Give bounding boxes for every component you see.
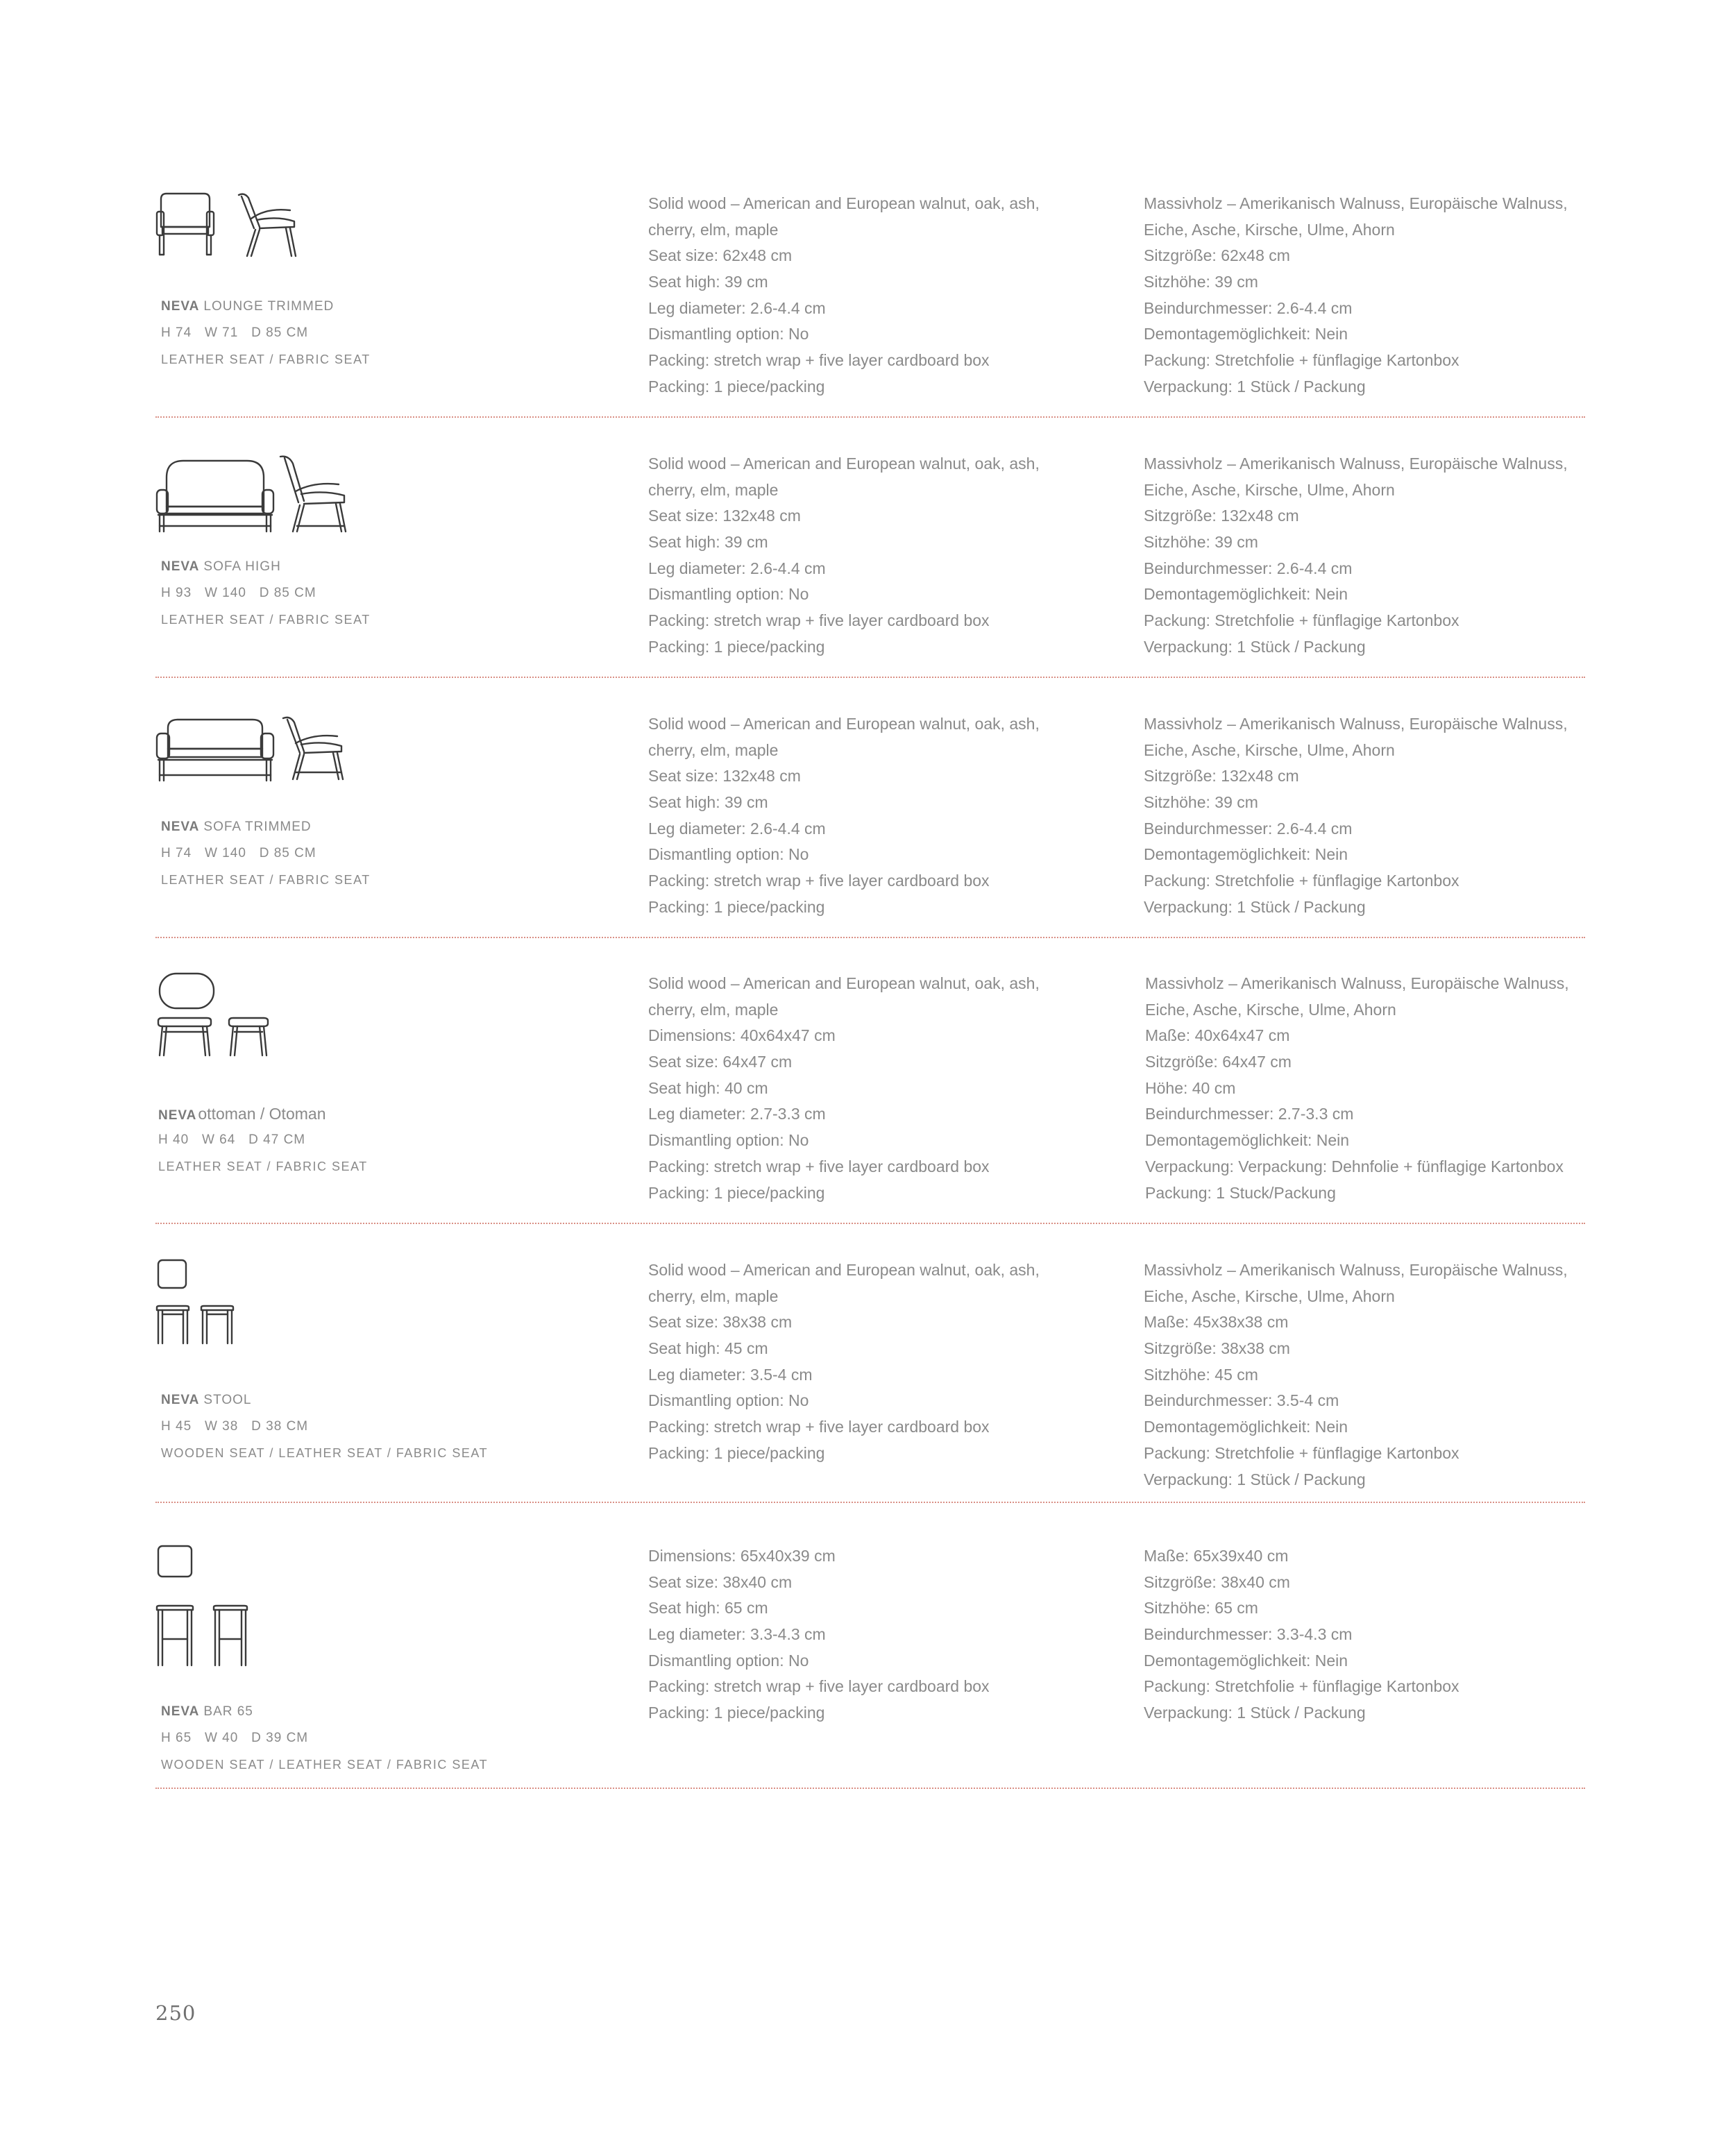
spec-line: Leg diameter: 2.6-4.4 cm [648,559,826,577]
spec-line: Verpackung: 1 Stück / Packung [1144,377,1366,396]
spec-english [648,1257,1120,1467]
spec-line: Seat high: 39 cm [648,533,768,552]
spec-line: Demontagemöglichkeit: Nein [1144,1651,1348,1670]
spec-german [1144,451,1602,661]
product-meta [161,554,647,633]
spec-line: Solid wood – American and European walnut, oak, ash, [648,974,1040,992]
spec-line: Eiche, Asche, Kirsche, Ulme, Ahorn [1144,1287,1395,1305]
spec-line: Packing: stretch wrap + five layer cardboard box [648,872,990,890]
spec-line: Eiche, Asche, Kirsche, Ulme, Ahorn [1144,480,1395,499]
product-dimensions: H 45 W 38 D 38 CM [161,1419,309,1434]
spec-line: Seat high: 39 cm [648,793,768,812]
spec-line: Höhe: 40 cm [1145,1078,1236,1097]
spec-line: Packung: Stretchfolie + fünflagige Kartonbox [1144,1677,1459,1696]
spec-line: Sitzhöhe: 65 cm [1144,1599,1258,1618]
spec-line: Maße: 45x38x38 cm [1144,1313,1289,1332]
spec-line: Dimensions: 65x40x39 cm [648,1547,836,1565]
spec-english [648,1543,1120,1726]
armchair-front-icon [155,191,218,260]
product-row-stool [155,1257,1585,1514]
spec-line: Demontagemöglichkeit: Nein [1144,1418,1348,1436]
sofa-high-front-icon [155,457,277,536]
spec-line: Packing: 1 piece/packing [648,1183,825,1202]
spec-line: Seat size: 62x48 cm [648,246,793,265]
spec-line: Sitzhöhe: 45 cm [1144,1365,1258,1384]
spec-line: Beindurchmesser: 2.6-4.4 cm [1144,819,1353,838]
product-meta [161,1699,647,1778]
spec-line: Packung: Stretchfolie + fünflagige Kartonbox [1144,1443,1459,1462]
product-finish: LEATHER SEAT / FABRIC SEAT [161,873,371,887]
spec-line: Massivholz – Amerikanisch Walnuss, Europäische Walnuss, [1144,194,1568,212]
spec-line: Verpackung: Verpackung: Dehnfolie + fünflagige Kartonbox [1145,1157,1564,1175]
spec-line: Sitzhöhe: 39 cm [1144,793,1258,812]
spec-german [1144,1543,1602,1726]
brand-name: NEVA [161,1393,200,1407]
model-name: SOFA HIGH [203,559,281,574]
spec-line: cherry, elm, maple [648,740,779,759]
spec-line: Eiche, Asche, Kirsche, Ulme, Ahorn [1144,740,1395,759]
product-meta [158,1101,644,1180]
spec-english [648,711,1120,921]
spec-line: Packung: 1 Stuck/Packung [1145,1183,1336,1202]
product-dimensions: H 93 W 140 D 85 CM [161,586,316,600]
spec-line: Packing: stretch wrap + five layer cardboard box [648,1677,990,1696]
product-row-sofa-high [155,451,1585,680]
spec-line: Sitzhöhe: 39 cm [1144,533,1258,552]
spec-line: Sitzgröße: 64x47 cm [1145,1053,1292,1071]
stool-side-icon [200,1305,242,1353]
product-dimensions: H 74 W 71 D 85 CM [161,325,309,340]
spec-line: cherry, elm, maple [648,1287,779,1305]
product-row-sofa-trimmed [155,711,1585,940]
spec-line: Seat size: 132x48 cm [648,507,801,525]
spec-line: Demontagemöglichkeit: Nein [1144,845,1348,864]
product-row-bar-65 [155,1543,1585,1821]
sofa-trimmed-front-icon [155,717,277,786]
spec-german [1144,191,1602,400]
product-finish: LEATHER SEAT / FABRIC SEAT [158,1160,368,1173]
page-number: 250 [155,2001,196,2025]
product-finish: WOODEN SEAT / LEATHER SEAT / FABRIC SEAT [161,1446,489,1460]
spec-line: Sitzgröße: 38x40 cm [1144,1572,1290,1591]
spec-line: cherry, elm, maple [648,1000,779,1019]
product-finish: LEATHER SEAT / FABRIC SEAT [161,613,371,627]
spec-line: Leg diameter: 2.6-4.4 cm [648,298,826,317]
stool-front-icon [155,1305,197,1353]
spec-german [1144,1257,1602,1493]
spec-line: Beindurchmesser: 3.3-4.3 cm [1144,1625,1353,1644]
bar-stool-front-icon [155,1604,204,1674]
spec-line: Packing: 1 piece/packing [648,1704,825,1722]
spec-line: Packung: Stretchfolie + fünflagige Kartonbox [1144,611,1459,630]
stool-top-icon [155,1257,197,1292]
row-separator [155,1223,1585,1224]
row-separator [155,677,1585,678]
spec-line: Leg diameter: 2.6-4.4 cm [648,819,826,838]
spec-line: Leg diameter: 3.3-4.3 cm [648,1625,826,1644]
row-separator [155,1788,1585,1789]
spec-line: Sitzhöhe: 39 cm [1144,273,1258,291]
spec-line: Massivholz – Amerikanisch Walnuss, Europäische Walnuss, [1144,455,1568,473]
product-meta [161,1387,647,1466]
spec-line: Solid wood – American and European walnut, oak, ash, [648,1261,1040,1279]
spec-line: Demontagemöglichkeit: Nein [1145,1131,1350,1150]
product-meta [161,814,647,893]
spec-line: Verpackung: 1 Stück / Packung [1144,637,1366,656]
spec-line: Beindurchmesser: 3.5-4 cm [1144,1391,1339,1410]
spec-line: Massivholz – Amerikanisch Walnuss, Europäische Walnuss, [1144,1261,1568,1279]
spec-line: Dismantling option: No [648,845,809,864]
spec-line: Packing: stretch wrap + five layer cardboard box [648,351,990,370]
spec-english [648,451,1120,661]
ottoman-side-icon [228,1017,276,1065]
spec-line: Packing: stretch wrap + five layer cardboard box [648,1418,990,1436]
spec-line: Demontagemöglichkeit: Nein [1144,325,1348,343]
spec-line: Seat size: 64x47 cm [648,1053,793,1071]
spec-line: Eiche, Asche, Kirsche, Ulme, Ahorn [1144,220,1395,239]
armchair-side-icon [236,191,298,260]
spec-line: Verpackung: 1 Stück / Packung [1144,1470,1366,1488]
spec-line: Packung: Stretchfolie + fünflagige Kartonbox [1144,351,1459,370]
product-finish: LEATHER SEAT / FABRIC SEAT [161,353,371,366]
product-name [161,1387,647,1414]
spec-line: Packing: 1 piece/packing [648,637,825,656]
spec-line: Packing: 1 piece/packing [648,897,825,916]
spec-line: Dismantling option: No [648,325,809,343]
product-row-lounge-trimmed [155,191,1585,420]
spec-line: Seat size: 132x48 cm [648,767,801,786]
spec-line: Seat high: 65 cm [648,1599,768,1618]
row-separator [155,1502,1585,1503]
spec-line: Massivholz – Amerikanisch Walnuss, Europäische Walnuss, [1145,974,1569,992]
brand-name: NEVA [161,1704,200,1719]
spec-line: Dismantling option: No [648,585,809,604]
product-dimensions: H 40 W 64 D 47 CM [158,1132,306,1147]
spec-line: Demontagemöglichkeit: Nein [1144,585,1348,604]
product-dimensions: H 74 W 140 D 85 CM [161,846,316,860]
product-finish: WOODEN SEAT / LEATHER SEAT / FABRIC SEAT [161,1758,489,1772]
product-name [161,554,647,580]
spec-line: Sitzgröße: 38x38 cm [1144,1339,1290,1358]
bar-stool-top-icon [155,1543,204,1581]
product-meta [161,294,647,373]
spec-line: cherry, elm, maple [648,480,779,499]
spec-line: Maße: 65x39x40 cm [1144,1547,1289,1565]
spec-line: Leg diameter: 2.7-3.3 cm [648,1105,826,1123]
spec-line: Eiche, Asche, Kirsche, Ulme, Ahorn [1145,1000,1396,1019]
spec-line: Packung: Stretchfolie + fünflagige Kartonbox [1144,872,1459,890]
sofa-high-side-icon [278,454,354,537]
spec-english [648,191,1120,400]
spec-line: Solid wood – American and European walnut, oak, ash, [648,455,1040,473]
spec-line: Dimensions: 40x64x47 cm [648,1026,836,1045]
spec-line: Sitzgröße: 132x48 cm [1144,767,1299,786]
row-separator [155,416,1585,418]
product-dimensions: H 65 W 40 D 39 CM [161,1731,309,1745]
product-name [161,1699,647,1725]
spec-line: Seat high: 39 cm [648,273,768,291]
model-name: STOOL [203,1393,252,1407]
spec-line: Packing: stretch wrap + five layer cardboard box [648,1157,990,1175]
ottoman-front-icon [155,1017,218,1065]
spec-line: Seat size: 38x40 cm [648,1572,793,1591]
spec-line: Beindurchmesser: 2.6-4.4 cm [1144,298,1353,317]
brand-name: NEVA [161,820,200,834]
model-name: SOFA TRIMMED [203,820,312,834]
brand-name: NEVA [161,299,200,314]
spec-line: cherry, elm, maple [648,220,779,239]
spec-line: Dismantling option: No [648,1131,809,1150]
spec-line: Sitzgröße: 132x48 cm [1144,507,1299,525]
ottoman-top-icon [157,971,219,1012]
model-name: LOUNGE TRIMMED [203,299,335,314]
spec-line: Seat high: 45 cm [648,1339,768,1358]
spec-line: Seat size: 38x38 cm [648,1313,793,1332]
spec-line: Dismantling option: No [648,1651,809,1670]
model-name: ottoman / Otoman [198,1105,326,1123]
brand-name: NEVA [158,1108,197,1123]
spec-german [1145,971,1603,1206]
product-row-ottoman [155,971,1585,1228]
brand-name: NEVA [161,559,200,574]
spec-line: Beindurchmesser: 2.6-4.4 cm [1144,559,1353,577]
spec-english [648,971,1120,1206]
product-name [161,814,647,840]
product-name [161,294,647,320]
spec-line: Sitzgröße: 62x48 cm [1144,246,1290,265]
spec-line: Packing: 1 piece/packing [648,377,825,396]
spec-line: Verpackung: 1 Stück / Packung [1144,1704,1366,1722]
spec-line: Packing: 1 piece/packing [648,1443,825,1462]
spec-line: Packing: stretch wrap + five layer cardboard box [648,611,990,630]
spec-german [1144,711,1602,921]
product-name [158,1101,644,1127]
row-separator [155,937,1585,938]
spec-line: Leg diameter: 3.5-4 cm [648,1365,813,1384]
spec-line: Solid wood – American and European walnut, oak, ash, [648,194,1040,212]
spec-line: Maße: 40x64x47 cm [1145,1026,1290,1045]
spec-line: Seat high: 40 cm [648,1078,768,1097]
model-name: BAR 65 [203,1704,253,1719]
sofa-trimmed-side-icon [280,714,350,783]
spec-line: Beindurchmesser: 2.7-3.3 cm [1145,1105,1354,1123]
spec-line: Massivholz – Amerikanisch Walnuss, Europäische Walnuss, [1144,715,1568,733]
spec-line: Solid wood – American and European walnut, oak, ash, [648,715,1040,733]
spec-line: Dismantling option: No [648,1391,809,1410]
spec-line: Verpackung: 1 Stück / Packung [1144,897,1366,916]
bar-stool-side-icon [212,1604,261,1674]
